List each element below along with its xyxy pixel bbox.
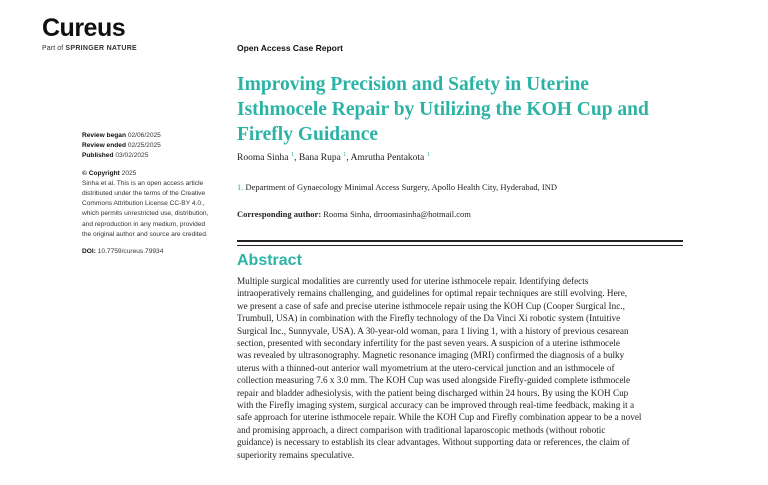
article-type: Open Access Case Report (237, 43, 343, 53)
corresponding-author (237, 209, 471, 219)
author-link[interactable]: Bana Rupa (298, 153, 341, 164)
abstract-body (237, 275, 697, 461)
abstract-line: uterus with a thinned-out anterior wall myometrium at the utero-cervical junction and an isthmocele of (237, 362, 615, 373)
title-line: Firefly Guidance (237, 124, 379, 145)
published-label: Published (82, 152, 114, 160)
abstract-line: we present a case of safe and precise uterine isthmocele repair using the KOH Cup (Cooper Surgical Inc., (237, 300, 625, 311)
abstract-line: Multiple surgical modalities are currently used for uterine isthmocele repair. Identifying defects (237, 276, 589, 286)
divider-thin (237, 245, 683, 246)
published-date: 03/02/2025 (115, 152, 149, 160)
brand-name: Cureus (42, 14, 126, 42)
abstract-line: section, presented with secondary infertility for the past seven years. A suspicion of a uterine isthmocele (237, 338, 620, 349)
author-affiliation-mark[interactable]: 1 (343, 151, 347, 158)
abstract-line: repair and bladder adhesiolysis, with the patient being discharged within 24 hours. By using the KOH Cup (237, 387, 629, 398)
author-list: Rooma Sinha $^1$, Bana Rupa $^1$, Amrutha Pentakota $^1$ (237, 151, 430, 164)
abstract-line: with the Firefly imaging system, surgical accuracy can be improved through real-time feedback, making it a (237, 400, 635, 411)
review-began-date: 02/06/2025 (127, 132, 161, 139)
article-sidebar (82, 131, 232, 257)
abstract-line: safe approach for uterine isthmocele repair. While the KOH Cup and Firefly combination appear to be a novel (237, 412, 642, 423)
brand-subtitle (42, 45, 137, 52)
corresponding-label: Corresponding author: (237, 209, 322, 219)
review-began (82, 131, 232, 141)
title-line: Isthmocele Repair by Utilizing the KOH Cup and (237, 99, 649, 120)
copyright-year: 2025 (121, 169, 137, 177)
author-link[interactable]: Amrutha Pentakota (350, 153, 425, 164)
affiliation-number: 1. (237, 182, 244, 192)
brand-sub-prefix: Part of (42, 45, 64, 52)
author-affiliation-mark[interactable]: 1 (426, 151, 430, 158)
abstract-line: Trumbull, USA) in combination with the Firefly technology of the Da Vinci Xi robotic system (Intuitive (237, 313, 621, 324)
article-title (237, 72, 707, 147)
review-ended (82, 141, 232, 151)
review-ended-date: 02/25/2025 (127, 142, 161, 150)
license-line: and reproduction in any medium, provided (82, 220, 206, 228)
corresponding-text[interactable]: Rooma Sinha, drroomasinha@hotmail.com (323, 209, 471, 219)
license-line: which permits unrestricted use, distribution, (82, 210, 209, 218)
license-line: distributed under the terms of the Creative (82, 190, 206, 198)
review-began-label: Review began (82, 132, 126, 139)
author-affiliation-mark[interactable]: 1 (290, 151, 295, 158)
abstract-line: guidance) is necessary to establish its clear advantages. Without supporting data or references, the claim of (237, 437, 630, 448)
abstract-heading: Abstract (237, 252, 302, 269)
divider-thick (237, 240, 683, 242)
cureus-logo[interactable] (42, 16, 137, 52)
license-line: the original author and source are credited. (82, 230, 208, 238)
review-ended-label: Review ended (82, 142, 126, 150)
license-line: Sinha et al. This is an open access article (82, 179, 204, 187)
brand-publisher: SPRINGER NATURE (65, 45, 138, 52)
doi-label: DOI: (82, 248, 96, 256)
affiliation-text: Department of Gynaecology Minimal Access Surgery, Apollo Health City, Hyderabad, IND (245, 182, 558, 192)
affiliation (237, 182, 557, 192)
abstract-line: and promising approach, a direct comparison with traditional laparoscopic methods (without robotic (237, 424, 606, 435)
copyright (82, 169, 232, 179)
abstract-line: Surgical Inc., Sunnyvale, USA). A 30-year-old woman, para 1 living 1, with a history of previous cesarean (237, 325, 629, 336)
doi (82, 247, 232, 257)
license-line: Commons Attribution License CC-BY 4.0., (82, 200, 205, 208)
abstract-line: was revealed by ultrasonography. Magnetic resonance imaging (MRI) confirmed the diagnosis of a bulky (237, 350, 625, 361)
copyright-label: © Copyright (82, 169, 120, 177)
abstract-line: superiority remains speculative. (237, 449, 355, 460)
doi-link[interactable]: 10.7759/cureus.79934 (97, 248, 164, 256)
published (82, 151, 232, 161)
title-line: Improving Precision and Safety in Uterine (237, 74, 589, 95)
abstract-line: collection measuring 7.6 x 3.0 mm. The KOH Cup was used alongside Firefly-guided complete isthmocele (237, 375, 631, 386)
author-link[interactable]: Rooma Sinha (237, 153, 289, 164)
abstract-line: intraoperatively remains challenging, and guidelines for optimal repair techniques are still evolving. Here, (237, 288, 628, 299)
